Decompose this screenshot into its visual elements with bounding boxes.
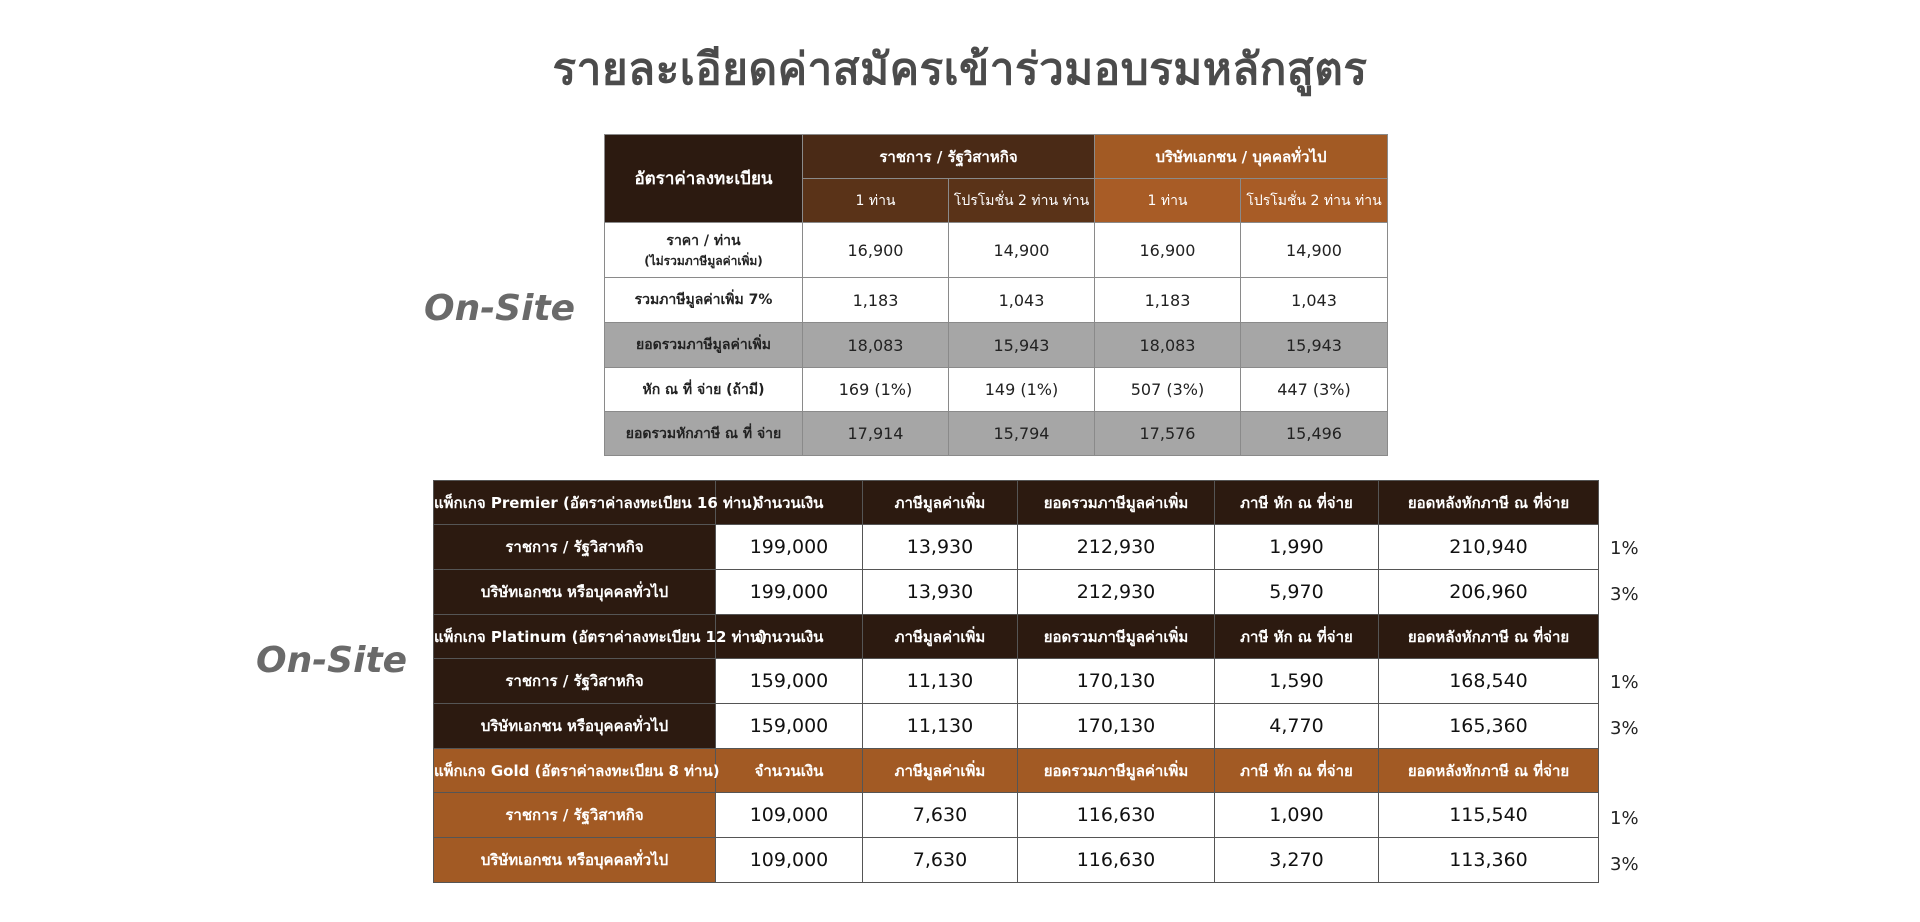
column-header: ยอดรวมภาษีมูลค่าเพิ่ม (1018, 615, 1215, 659)
cell: 170,130 (1018, 659, 1215, 704)
table-row (605, 368, 1388, 412)
cell: 116,630 (1018, 793, 1215, 838)
cell: 116,630 (1018, 838, 1215, 883)
column-header: ยอดหลังหักภาษี ณ ที่จ่าย (1379, 615, 1599, 659)
cell: 149 (1%) (949, 368, 1095, 412)
package-name: แพ็กเกจ Platinum (อัตราค่าลงทะเบียน 12 ท่าน) (434, 615, 716, 659)
row-label: ราชการ / รัฐวิสาหกิจ (434, 793, 716, 838)
registration-rate-table (604, 134, 1388, 456)
pct-label: 3% (1610, 584, 1639, 605)
row-label-price-main: ราคา / ท่าน (666, 232, 741, 249)
cell: 169 (1%) (803, 368, 949, 412)
cell: 168,540 (1379, 659, 1599, 704)
subheader-private-promo: โปรโมชั่น 2 ท่าน ท่าน (1241, 179, 1388, 223)
pct-label: 1% (1610, 672, 1639, 693)
row-label-net-total: ยอดรวมหักภาษี ณ ที่ จ่าย (605, 412, 803, 456)
cell: 1,183 (803, 278, 949, 323)
cell: 13,930 (863, 525, 1018, 570)
cell: 159,000 (716, 704, 863, 749)
cell: 109,000 (716, 838, 863, 883)
row-label-total-vat: ยอดรวมภาษีมูลค่าเพิ่ม (605, 323, 803, 368)
cell: 5,970 (1215, 570, 1379, 615)
cell: 1,043 (1241, 278, 1388, 323)
pct-label: 3% (1610, 718, 1639, 739)
table-row (434, 525, 1599, 570)
cell: 1,990 (1215, 525, 1379, 570)
cell: 15,794 (949, 412, 1095, 456)
table-row (434, 793, 1599, 838)
onsite-label-2: On-Site (256, 640, 408, 681)
cell: 14,900 (1241, 223, 1388, 278)
column-header: ยอดรวมภาษีมูลค่าเพิ่ม (1018, 481, 1215, 525)
table-row (434, 659, 1599, 704)
cell: 199,000 (716, 525, 863, 570)
row-label: ราชการ / รัฐวิสาหกิจ (434, 525, 716, 570)
row-label-price-sub: (ไม่รวมภาษีมูลค่าเพิ่ม) (644, 253, 763, 268)
cell: 15,496 (1241, 412, 1388, 456)
group-header-government: ราชการ / รัฐวิสาหกิจ (803, 135, 1095, 179)
column-header: ภาษีมูลค่าเพิ่ม (863, 615, 1018, 659)
cell: 7,630 (863, 838, 1018, 883)
package-header-platinum (434, 615, 1599, 659)
rate-table-corner: อัตราค่าลงทะเบียน (605, 135, 803, 223)
column-header: จำนวนเงิน (716, 749, 863, 793)
column-header: ยอดหลังหักภาษี ณ ที่จ่าย (1379, 749, 1599, 793)
cell: 1,590 (1215, 659, 1379, 704)
package-header-gold (434, 749, 1599, 793)
cell: 113,360 (1379, 838, 1599, 883)
row-label: บริษัทเอกชน หรือบุคคลทั่วไป (434, 570, 716, 615)
cell: 1,090 (1215, 793, 1379, 838)
cell: 170,130 (1018, 704, 1215, 749)
pct-label: 3% (1610, 854, 1639, 875)
cell: 206,960 (1379, 570, 1599, 615)
package-table (433, 480, 1599, 883)
cell: 17,576 (1095, 412, 1241, 456)
cell: 3,270 (1215, 838, 1379, 883)
cell: 13,930 (863, 570, 1018, 615)
group-header-private: บริษัทเอกชน / บุคคลทั่วไป (1095, 135, 1388, 179)
page-title: รายละเอียดค่าสมัครเข้าร่วมอบรมหลักสูตร (552, 44, 1368, 95)
cell: 14,900 (949, 223, 1095, 278)
table-row (434, 838, 1599, 883)
cell: 507 (3%) (1095, 368, 1241, 412)
subheader-gov-promo: โปรโมชั่น 2 ท่าน ท่าน (949, 179, 1095, 223)
column-header: ภาษีมูลค่าเพิ่ม (863, 749, 1018, 793)
table-row (605, 223, 1388, 278)
column-header: ภาษีมูลค่าเพิ่ม (863, 481, 1018, 525)
cell: 210,940 (1379, 525, 1599, 570)
subheader-private-single: 1 ท่าน (1095, 179, 1241, 223)
table-row (434, 570, 1599, 615)
row-label: บริษัทเอกชน หรือบุคคลทั่วไป (434, 838, 716, 883)
pct-label: 1% (1610, 808, 1639, 829)
package-name: แพ็กเกจ Premier (อัตราค่าลงทะเบียน 16 ท่าน) (434, 481, 716, 525)
pct-label: 1% (1610, 538, 1639, 559)
cell: 18,083 (803, 323, 949, 368)
cell: 4,770 (1215, 704, 1379, 749)
row-label-vat: รวมภาษีมูลค่าเพิ่ม 7% (605, 278, 803, 323)
row-label: บริษัทเอกชน หรือบุคคลทั่วไป (434, 704, 716, 749)
cell: 165,360 (1379, 704, 1599, 749)
cell: 159,000 (716, 659, 863, 704)
cell: 17,914 (803, 412, 949, 456)
column-header: จำนวนเงิน (716, 481, 863, 525)
cell: 1,043 (949, 278, 1095, 323)
cell: 18,083 (1095, 323, 1241, 368)
package-name: แพ็กเกจ Gold (อัตราค่าลงทะเบียน 8 ท่าน) (434, 749, 716, 793)
subheader-gov-single: 1 ท่าน (803, 179, 949, 223)
package-header-premier (434, 481, 1599, 525)
row-label-price (605, 223, 803, 278)
column-header: จำนวนเงิน (716, 615, 863, 659)
cell: 115,540 (1379, 793, 1599, 838)
cell: 109,000 (716, 793, 863, 838)
column-header: ภาษี หัก ณ ที่จ่าย (1215, 481, 1379, 525)
cell: 199,000 (716, 570, 863, 615)
cell: 11,130 (863, 659, 1018, 704)
cell: 15,943 (949, 323, 1095, 368)
cell: 15,943 (1241, 323, 1388, 368)
cell: 447 (3%) (1241, 368, 1388, 412)
row-label-withholding: หัก ณ ที่ จ่าย (ถ้ามี) (605, 368, 803, 412)
cell: 212,930 (1018, 570, 1215, 615)
row-label: ราชการ / รัฐวิสาหกิจ (434, 659, 716, 704)
table-row (605, 412, 1388, 456)
cell: 7,630 (863, 793, 1018, 838)
table-row (605, 323, 1388, 368)
cell: 1,183 (1095, 278, 1241, 323)
cell: 11,130 (863, 704, 1018, 749)
column-header: ยอดหลังหักภาษี ณ ที่จ่าย (1379, 481, 1599, 525)
cell: 212,930 (1018, 525, 1215, 570)
table-row (605, 278, 1388, 323)
cell: 16,900 (1095, 223, 1241, 278)
column-header: ภาษี หัก ณ ที่จ่าย (1215, 615, 1379, 659)
column-header: ยอดรวมภาษีมูลค่าเพิ่ม (1018, 749, 1215, 793)
onsite-label-1: On-Site (424, 288, 576, 329)
column-header: ภาษี หัก ณ ที่จ่าย (1215, 749, 1379, 793)
table-row (434, 704, 1599, 749)
cell: 16,900 (803, 223, 949, 278)
